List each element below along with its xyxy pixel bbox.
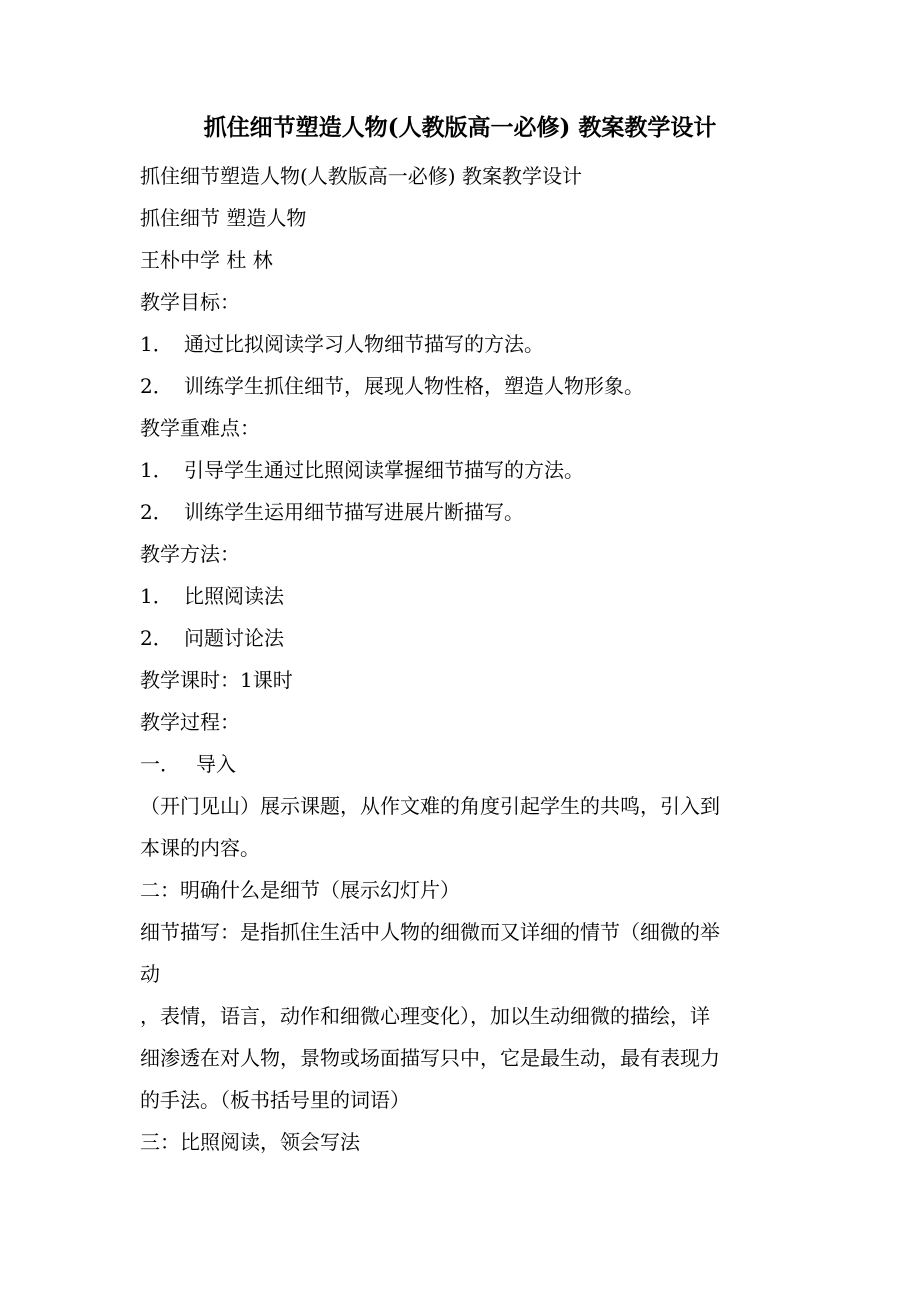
step-number: 一．: [140, 752, 180, 776]
author-line: 王朴中学 杜 林: [140, 248, 273, 272]
paragraph-line: 细渗透在对人物，景物或场面描写只中，它是最生动，最有表现力: [140, 1046, 720, 1070]
list-item-text: 通过比拟阅读学习人物细节描写的方法。: [184, 332, 544, 356]
list-number: 1．: [140, 584, 173, 608]
methods-heading: 教学方法：: [140, 542, 240, 566]
list-item-text: 问题讨论法: [184, 626, 284, 650]
keypoints-heading: 教学重难点：: [140, 416, 260, 440]
objectives-heading: 教学目标：: [140, 290, 240, 314]
document-title: 抓住细节塑造人物(人教版高一必修) 教案教学设计: [203, 114, 717, 141]
paragraph-line: 动: [140, 962, 160, 986]
list-item-text: 引导学生通过比照阅读掌握细节描写的方法。: [184, 458, 584, 482]
list-number: 2．: [140, 626, 173, 650]
step-heading: 二：明确什么是细节（展示幻灯片）: [140, 878, 460, 902]
keypoint-item: [140, 491, 780, 533]
paragraph-line: 的手法。（板书括号里的词语）: [140, 1088, 410, 1112]
paragraph-line: 细节描写：是指抓住生活中人物的细微而又详细的情节（细微的举: [140, 920, 720, 944]
list-item-text: 训练学生运用细节描写进展片断描写。: [184, 500, 524, 524]
document-body: [140, 155, 780, 1163]
keypoint-item: [140, 449, 780, 491]
subtitle-line: 抓住细节塑造人物(人教版高一必修) 教案教学设计: [140, 164, 582, 188]
step-heading: 三：比照阅读，领会写法: [140, 1130, 360, 1154]
topic-line: 抓住细节 塑造人物: [140, 206, 307, 230]
step-text: 导入: [196, 752, 236, 776]
method-item: [140, 575, 780, 617]
list-number: 2．: [140, 374, 173, 398]
objective-item: [140, 323, 780, 365]
process-heading: 教学过程：: [140, 710, 240, 734]
list-number: 1．: [140, 332, 173, 356]
paragraph-line: 本课的内容。: [140, 836, 260, 860]
list-number: 1．: [140, 458, 173, 482]
list-item-text: 比照阅读法: [184, 584, 284, 608]
step-item: [140, 743, 780, 785]
method-item: [140, 617, 780, 659]
objective-item: [140, 365, 780, 407]
paragraph-line: ，表情，语言，动作和细微心理变化），加以生动细微的描绘，详: [140, 1004, 710, 1028]
hours-line: 教学课时：1课时: [140, 668, 293, 692]
paragraph-line: （开门见山）展示课题，从作文难的角度引起学生的共鸣，引入到: [140, 794, 720, 818]
list-number: 2．: [140, 500, 173, 524]
list-item-text: 训练学生抓住细节，展现人物性格，塑造人物形象。: [184, 374, 644, 398]
